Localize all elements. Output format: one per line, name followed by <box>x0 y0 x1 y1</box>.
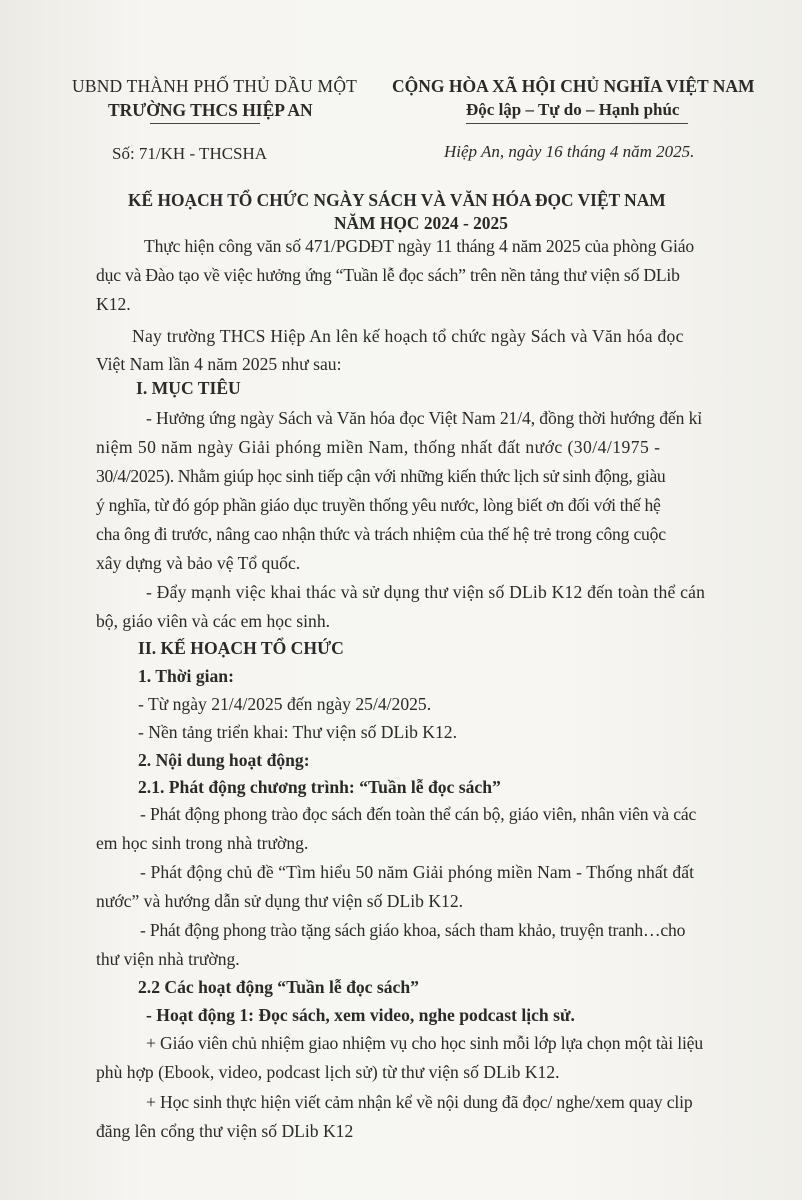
body-line: phù hợp (Ebook, video, podcast lịch sử) từ thư viện số DLib K12. <box>96 1062 560 1082</box>
body-line: ý nghĩa, từ đó góp phần giáo dục truyền thống yêu nước, lòng biết ơn đối với thế hệ <box>96 495 661 515</box>
body-line: - Nền tảng triển khai: Thư viện số DLib K12. <box>138 722 457 742</box>
document-number: Số: 71/KH - THCSHA <box>112 144 268 163</box>
school-name-underline <box>150 123 260 124</box>
school-year: NĂM HỌC 2024 - 2025 <box>334 213 508 233</box>
body-line: K12. <box>96 294 131 314</box>
body-line: - Phát động chủ đề “Tìm hiểu 50 năm Giải phóng miền Nam - Thống nhất đất <box>140 862 695 882</box>
body-line: 30/4/2025). Nhằm giúp học sinh tiếp cận với những kiến thức lịch sử sinh động, giàu <box>96 466 666 486</box>
national-motto: Độc lập – Tự do – Hạnh phúc <box>466 100 680 119</box>
country-name: CỘNG HÒA XÃ HỘI CHỦ NGHĨA VIỆT NAM <box>392 76 755 96</box>
body-line: em học sinh trong nhà trường. <box>96 833 309 853</box>
school-name: TRƯỜNG THCS HIỆP AN <box>108 100 313 120</box>
body-line: - Phát động phong trào tặng sách giáo khoa, sách tham khảo, truyện tranh…cho <box>140 920 686 940</box>
body-line: dục và Đào tạo về việc hưởng ứng “Tuần lễ đọc sách” trên nền tảng thư viện số DLib <box>96 265 680 285</box>
subsection-heading: 2.2 Các hoạt động “Tuần lễ đọc sách” <box>138 977 419 997</box>
body-line: - Từ ngày 21/4/2025 đến ngày 25/4/2025. <box>138 694 432 714</box>
body-line: bộ, giáo viên và các em học sinh. <box>96 611 331 631</box>
body-line: + Học sinh thực hiện viết cảm nhận kể về nội dung đã đọc/ nghe/xem quay clip <box>146 1092 693 1112</box>
body-line: - Hưởng ứng ngày Sách và Văn hóa đọc Việt Nam 21/4, đồng thời hướng đến kỉ <box>146 408 703 428</box>
issuing-authority: UBND THÀNH PHỐ THỦ DẦU MỘT <box>72 76 358 96</box>
body-line: nước” và hướng dẫn sử dụng thư viện số DLib K12. <box>96 891 464 911</box>
body-line: Việt Nam lần 4 năm 2025 như sau: <box>96 354 342 374</box>
body-line: đăng lên cổng thư viện số DLib K12 <box>96 1121 354 1141</box>
body-line: Thực hiện công văn số 471/PGDĐT ngày 11 tháng 4 năm 2025 của phòng Giáo <box>144 236 695 256</box>
body-line: Nay trường THCS Hiệp An lên kế hoạch tổ chức ngày Sách và Văn hóa đọc <box>132 326 684 346</box>
body-line: cha ông đi trước, nâng cao nhận thức và trách nhiệm của thế hệ trẻ trong công cuộc <box>96 524 666 544</box>
subsection-heading: 1. Thời gian: <box>138 666 234 686</box>
section-heading: I. MỤC TIÊU <box>136 378 241 398</box>
motto-underline <box>466 123 688 124</box>
body-line: niệm 50 năm ngày Giải phóng miền Nam, thống nhất đất nước (30/4/1975 - <box>96 437 661 457</box>
body-line: + Giáo viên chủ nhiệm giao nhiệm vụ cho học sinh mỗi lớp lựa chọn một tài liệu <box>146 1033 703 1053</box>
subsection-heading: 2.1. Phát động chương trình: “Tuần lễ đọc sách” <box>138 777 501 797</box>
body-line: - Phát động phong trào đọc sách đến toàn thể cán bộ, giáo viên, nhân viên và các <box>140 804 697 824</box>
place-and-date: Hiệp An, ngày 16 tháng 4 năm 2025. <box>444 142 695 161</box>
activity-heading: - Hoạt động 1: Đọc sách, xem video, nghe podcast lịch sử. <box>146 1005 575 1025</box>
subsection-heading: 2. Nội dung hoạt động: <box>138 750 310 770</box>
document-title: KẾ HOẠCH TỔ CHỨC NGÀY SÁCH VÀ VĂN HÓA ĐỌC VIỆT NAM <box>128 190 666 210</box>
body-line: xây dựng và bảo vệ Tổ quốc. <box>96 553 301 573</box>
body-line: - Đẩy mạnh việc khai thác và sử dụng thư viện số DLib K12 đến toàn thể cán <box>146 582 706 602</box>
body-line: thư viện nhà trường. <box>96 949 240 969</box>
section-heading: II. KẾ HOẠCH TỔ CHỨC <box>138 638 344 658</box>
